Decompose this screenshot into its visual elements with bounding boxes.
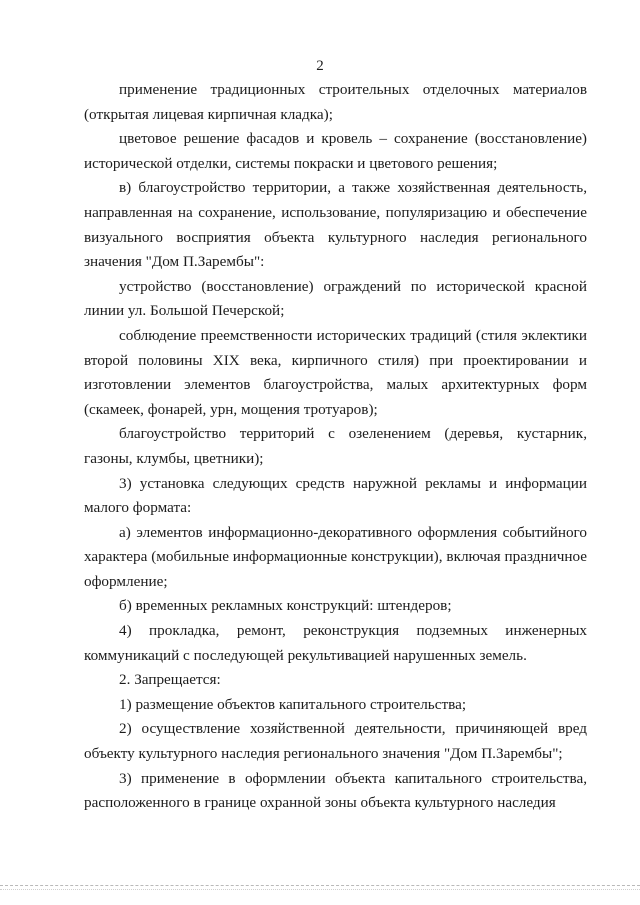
paragraph-advertising-a: а) элементов информационно-декоративного оформления событийного характера (мобильные информационные конструкции), включая праздничное оформление; [84,523,587,590]
paragraph-landscaping-v: в) благоустройство территории, а также хозяйственная деятельность, направленная на сохранение, использование, популяризацию и обеспечение визуального восприятия объекта культурного наследия регионального значения "Дом П.Зарембы": [84,179,587,271]
section-heading-prohibited: 2. Запрещается: [119,671,221,689]
paragraph-advertising-3: 3) установка следующих средств наружной рекламы и информации малого формата: [84,474,587,517]
scan-edge-line [0,889,640,890]
page-number: 2 [316,58,324,74]
paragraph-color-scheme: цветовое решение фасадов и кровель – сохранение (восстановление) исторической отделки, системы покраски и цветового решения; [84,130,587,172]
paragraph-materials: применение традиционных строительных отделочных материалов (открытая лицевая кирпичная кладка); [84,81,587,123]
paragraph-utilities-4: 4) прокладка, ремонт, реконструкция подземных инженерных коммуникаций с последующей рекультивацией нарушенных земель. [84,622,587,664]
paragraph-greenery: благоустройство территорий с озеленением (деревья, кустарник, газоны, клумбы, цветники); [84,425,587,467]
scan-edge-line [0,885,640,886]
paragraph-fences: устройство (восстановление) ограждений по исторической красной линии ул. Большой Печерской; [84,277,587,320]
paragraph-traditions: соблюдение преемственности исторических традиций (стиля эклектики второй половины XIX века, кирпичного стиля) при проектировании и изготовлении элементов благоустройства, малых архитектурных форм (скамеек, фонарей, урн, мощения тротуаров); [84,326,587,418]
document-body [84,78,587,816]
paragraph-advertising-b: б) временных рекламных конструкций: штендеров; [119,597,452,615]
paragraph-prohibited-2: 2) осуществление хозяйственной деятельности, причиняющей вред объекту культурного наследия регионального значения "Дом П.Зарембы"; [84,720,587,763]
paragraph-prohibited-1: 1) размещение объектов капитального строительства; [119,695,467,713]
paragraph-prohibited-3: 3) применение в оформлении объекта капитального строительства, расположенного в границе охранной зоны объекта культурного наследия [84,769,587,812]
